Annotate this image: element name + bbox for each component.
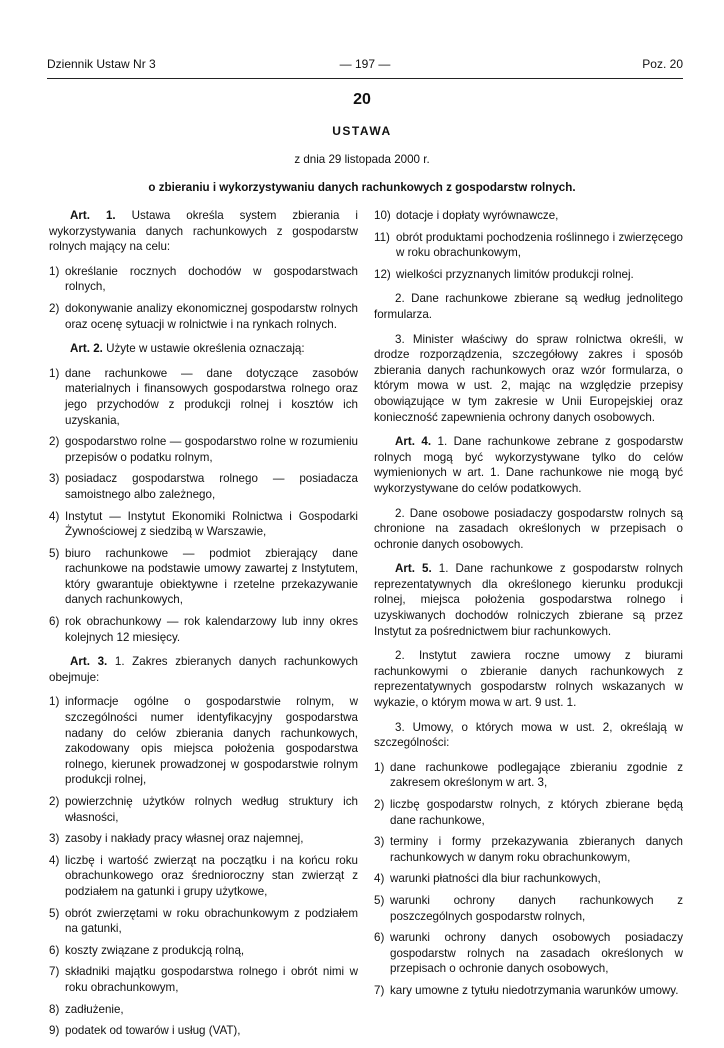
running-header (47, 57, 683, 75)
art1-label: Art. 1. (70, 209, 116, 222)
art3-intro: Art. 3. 1. Zakres zbieranych danych rachunkowych obejmuje: (49, 655, 358, 684)
art5-paragraph-2: 2. Instytut zawiera roczne umowy z biurami rachunkowymi o zbieranie danych rachunkowych z reprezentatywnych gospodarstw rolnych wskazanych w wykazie, o którym mowa w art. 9 ust. 1. (374, 649, 683, 710)
header-divider (47, 78, 683, 79)
list-item: 6) rok obrachunkowy — rok kalendarzowy lub inny okres kolejnych 12 miesięcy. (49, 615, 358, 644)
act-date: z dnia 29 listopada 2000 r. (294, 153, 430, 166)
list-item: 3) terminy i formy przekazywania zbieranych danych rachunkowych w danym roku obrachunkowym, (374, 835, 683, 864)
art5-paragraph-1: Art. 5. 1. Dane rachunkowe z gospodarstw rolnych reprezentatywnych dla określonego kierunku produkcji rolnej, miejsca położenia gospodarstwa rolnego i uzyskiwanych dochodów rolniczych zbierane są przez Instytut za pośrednictwem biur rachunkowych. (374, 562, 683, 638)
list-item: 1) dane rachunkowe — dane dotyczące zasobów materialnych i finansowych gospodarstwa rolnego oraz jego przychodów z produkcji rolnej i kosztów ich uzyskania, (49, 366, 358, 427)
list-item: 5) obrót zwierzętami w roku obrachunkowym z podziałem na gatunki, (49, 906, 358, 936)
act-title: o zbieraniu i wykorzystywaniu danych rachunkowych z gospodarstw rolnych. (148, 181, 576, 194)
act-kind: USTAWA (332, 124, 392, 138)
journal-name: Dziennik Ustaw Nr 3 (47, 57, 156, 71)
page-number: — 197 — (339, 57, 391, 71)
list-item: 7) składniki majątku gospodarstwa rolnego i obrót nimi w roku obrachunkowym, (49, 965, 358, 994)
list-item: 3) posiadacz gospodarstwa rolnego — posiadacza samoistnego albo zależnego, (49, 472, 358, 501)
art5-paragraph-3: 3. Umowy, o których mowa w ust. 2, określają w szczególności: (374, 720, 683, 750)
list-item: 11) obrót produktami pochodzenia roślinnego i zwierzęcego w roku obrachunkowym, (374, 230, 683, 260)
art3-list-part1 (49, 694, 358, 1038)
art2-label: Art. 2. (70, 342, 103, 356)
list-item: 1) określanie rocznych dochodów w gospodarstwach rolnych, (49, 264, 358, 294)
list-item: 3) zasoby i nakłady pracy własnej oraz najemnej, (49, 832, 304, 846)
art2-intro: Art. 2. Użyte w ustawie określenia oznaczają: (70, 342, 305, 356)
left-column (49, 208, 358, 1048)
list-item: 4) Instytut — Instytut Ekonomiki Rolnictwa i Gospodarki Żywnościowej z siedzibą w Warszawie, (49, 509, 358, 539)
art3-paragraph-2: 2. Dane rachunkowe zbierane są według jednolitego formularza. (374, 292, 683, 321)
art5-list (374, 760, 683, 999)
position-number: Poz. 20 (642, 57, 683, 71)
list-item: 4) warunki płatności dla biur rachunkowych, (374, 872, 601, 886)
art3-list-part2 (374, 208, 683, 282)
list-item: 12) wielkości przyznanych limitów produkcji rolnej. (374, 267, 634, 281)
art1-list (49, 264, 358, 332)
art3-label: Art. 3. (70, 655, 108, 669)
list-item: 1) dane rachunkowe podlegające zbieraniu zgodnie z zakresem określonym w art. 3, (374, 760, 683, 790)
art4-paragraph-1: Art. 4. 1. Dane rachunkowe zebrane z gospodarstw rolnych mogą być wykorzystywane tylko do celów wymienionych w art. 1. Dane rachunkowe nie mogą być wykorzystywane do celów podatkowych. (374, 435, 683, 495)
list-item: 6) koszty związane z produkcją rolną, (49, 943, 245, 957)
list-item: 4) liczbę i wartość zwierząt na początku i na końcu roku obrachunkowego oraz średnioroczny stan zwierząt z podziałem na gatunki i grupy użytkowe, (49, 853, 358, 898)
art4-paragraph-2: 2. Dane osobowe posiadaczy gospodarstw rolnych są chronione na zasadach określonych w przepisach o ochronie danych osobowych. (374, 506, 683, 551)
list-item: 9) podatek od towarów i usług (VAT), (49, 1024, 241, 1038)
right-column (374, 208, 683, 1008)
list-item: 2) powierzchnię użytków rolnych według struktury ich własności, (49, 795, 358, 824)
list-item: 10) dotacje i dopłaty wyrównawcze, (374, 209, 559, 222)
list-item: 5) warunki ochrony danych rachunkowych z poszczególnych gospodarstw rolnych, (374, 893, 683, 923)
art5-label: Art. 5. (395, 562, 432, 576)
list-item: 2) gospodarstwo rolne — gospodarstwo rolne w rozumieniu przepisów o podatku rolnym, (49, 435, 358, 464)
art3-paragraph-3: 3. Minister właściwy do spraw rolnictwa określi, w drodze rozporządzenia, szczegółowy zakres i sposób zbierania danych rachunkowych oraz wzór formularza, o którym mowa w ust. 2, mając na względzie przepisy obowiązujące w tym zakresie w Unii Europejskiej oraz konieczność zapewnienia ochrony danych osobowych. (374, 332, 683, 424)
act-number: 20 (353, 91, 371, 108)
list-item: 1) informacje ogólne o gospodarstwie rolnym, w szczególności numer identyfikacyjny gospodarstwa nadany do celów zbierania danych rachunkowych, zakodowany opis miejsca położenia gospodarstwa rolnego, kierunek prowadzonej w gospodarstwie rolnym produkcji rolnej, (49, 695, 358, 787)
list-item: 2) liczbę gospodarstw rolnych, z których zbierane będą dane rachunkowe, (374, 798, 683, 827)
list-item: 7) kary umowne z tytułu niedotrzymania warunków umowy. (374, 983, 679, 997)
list-item: 2) dokonywanie analizy ekonomicznej gospodarstw rolnych oraz ocenę sytuacji w rolnictwie i na rynkach rolnych. (49, 301, 358, 331)
art2-list (49, 366, 358, 646)
list-item: 6) warunki ochrony danych osobowych posiadaczy gospodarstw rolnych na zasadach określonych w przepisach o ochronie danych osobowych, (374, 931, 683, 976)
list-item: 5) biuro rachunkowe — podmiot zbierający dane rachunkowe na podstawie umowy zawartej z Instytutem, który gwarantuje obiektywne i rzetelne przekazywanie danych rachunkowych, (49, 546, 358, 607)
art4-label: Art. 4. (395, 435, 432, 449)
art1-intro: Art. 1. Ustawa określa system zbierania i wykorzystywania danych rachunkowych z gospodarstw rolnych mający na celu: (49, 209, 358, 254)
list-item: 8) zadłużenie, (49, 1002, 124, 1016)
